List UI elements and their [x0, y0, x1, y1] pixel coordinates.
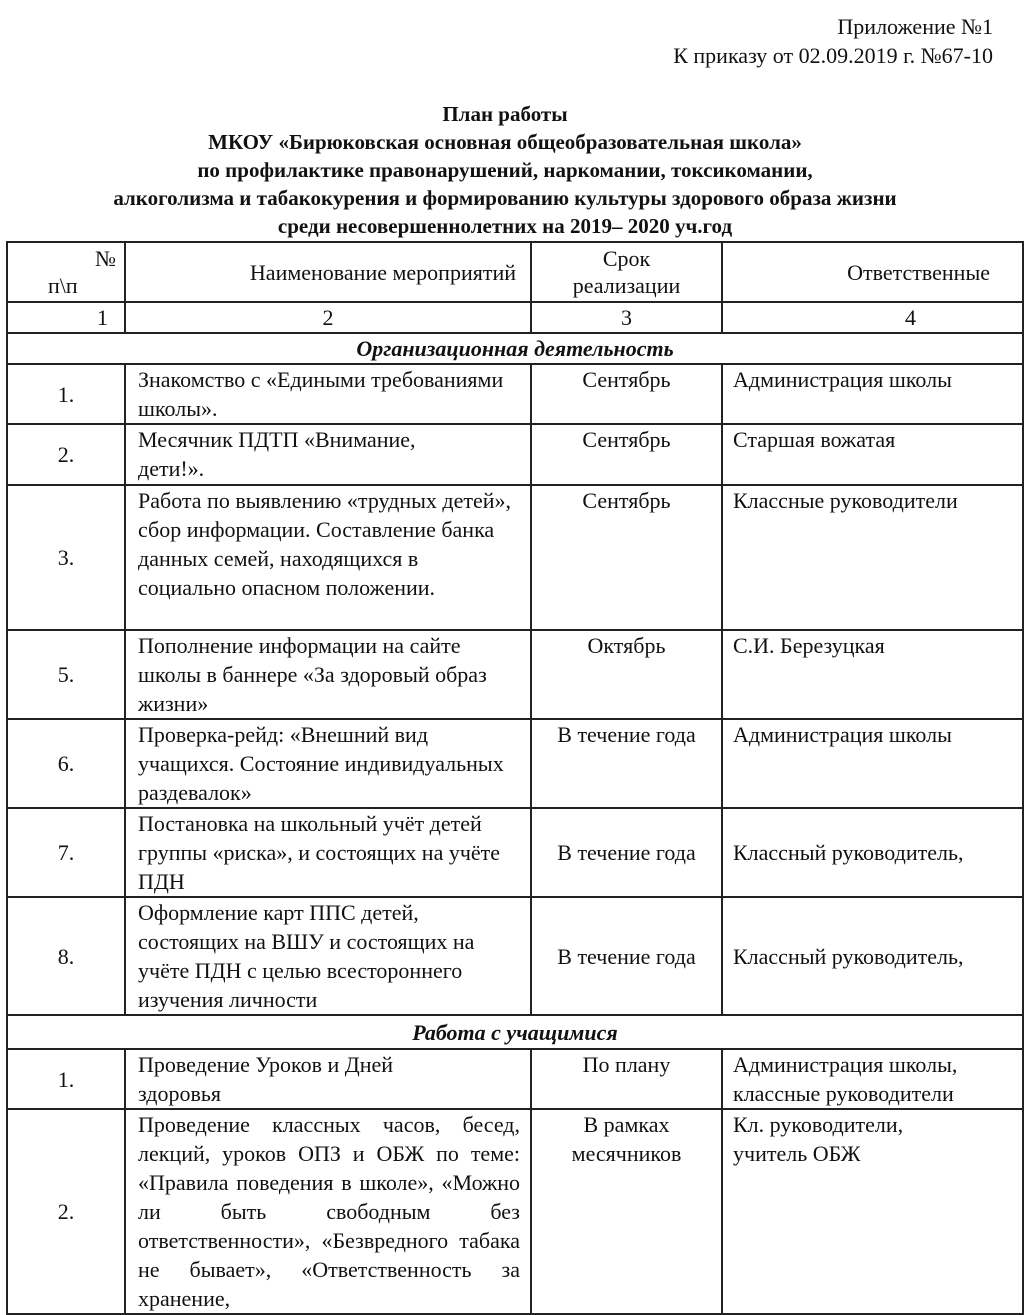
work-plan-table [6, 241, 1024, 1315]
header-activity: Наименование мероприятий [125, 242, 531, 302]
row-activity: Постановка на школьный учёт детей группы «риска», и состоящих на учёте ПДН [125, 808, 531, 897]
header-number [7, 242, 125, 302]
row-number: 2. [7, 424, 125, 485]
title-line-2: МКОУ «Бирюковская основная общеобразовательная школа» [208, 130, 802, 154]
header-term-line-1: Срок [602, 246, 651, 271]
row-number: 2. [7, 1109, 125, 1314]
column-number: 1 [7, 302, 125, 333]
header-term [531, 242, 722, 302]
order-reference: К приказу от 02.09.2019 г. №67-10 [673, 43, 993, 68]
row-term: По плану [531, 1049, 722, 1109]
header-number-symbol: № [95, 246, 116, 271]
row-number: 5. [7, 630, 125, 719]
table-row [7, 630, 1023, 719]
row-term: В рамках месячников [531, 1109, 722, 1314]
row-term: Октябрь [531, 630, 722, 719]
row-responsible: С.И. Березуцкая [722, 630, 1023, 719]
row-number: 1. [7, 1049, 125, 1109]
row-activity: Месячник ПДТП «Внимание, дети!». [125, 424, 531, 485]
section-title: Работа с учащимися [7, 1015, 1023, 1049]
table-row [7, 808, 1023, 897]
row-number: 7. [7, 808, 125, 897]
row-responsible: Администрация школы [722, 364, 1023, 424]
table-row [7, 364, 1023, 424]
column-number: 4 [722, 302, 1023, 333]
row-activity: Проведение Уроков и Дней здоровья [125, 1049, 531, 1109]
row-activity: Пополнение информации на сайте школы в баннере «За здоровый образ жизни» [125, 630, 531, 719]
row-activity: Знакомство с «Едиными требованиями школы». [125, 364, 531, 424]
row-responsible: Классный руководитель, [722, 808, 1023, 897]
row-number: 3. [7, 485, 125, 630]
title-line-5: среди несовершеннолетних на 2019– 2020 уч.год [277, 214, 733, 238]
appendix-reference [673, 12, 993, 70]
row-number: 1. [7, 364, 125, 424]
title-line-3: по профилактике правонарушений, наркомании, токсикомании, [197, 158, 813, 182]
document-title [0, 100, 1010, 240]
row-term: В течение года [531, 719, 722, 808]
table-row [7, 719, 1023, 808]
section-header-row [7, 333, 1023, 364]
section-title: Организационная деятельность [7, 333, 1023, 364]
section-header-row [7, 1015, 1023, 1049]
row-responsible: Старшая вожатая [722, 424, 1023, 485]
row-activity: Оформление карт ППС детей, состоящих на ВШУ и состоящих на учёте ПДН с целью всестороннего изучения личности [125, 897, 531, 1015]
row-responsible: Классные руководители [722, 485, 1023, 630]
table-row [7, 897, 1023, 1015]
table-header-row [7, 242, 1023, 302]
row-term: В течение года [531, 808, 722, 897]
row-responsible: Администрация школы, классные руководители [722, 1049, 1023, 1109]
column-numbers-row [7, 302, 1023, 333]
row-responsible: Кл. руководители, учитель ОБЖ [722, 1109, 1023, 1314]
row-number: 6. [7, 719, 125, 808]
title-line-4: алкоголизма и табакокурения и формированию культуры здорового образа жизни [113, 186, 897, 210]
table-row [7, 1109, 1023, 1314]
row-term: Сентябрь [531, 364, 722, 424]
header-number-abbr: п\п [48, 273, 78, 298]
row-activity: Работа по выявлению «трудных детей», сбор информации. Составление банка данных семей, находящихся в социально опасном положении. [125, 485, 531, 630]
row-activity: Проведение классных часов, бесед, лекций, уроков ОПЗ и ОБЖ по теме: «Правила поведения в школе», «Можно ли быть свободным без ответственности», «Безвредного табака не бывает», «Ответственность за хранение, [125, 1109, 531, 1314]
row-term: Сентябрь [531, 424, 722, 485]
column-number: 3 [531, 302, 722, 333]
title-line-1: План работы [442, 102, 568, 126]
row-term: Сентябрь [531, 485, 722, 630]
row-activity: Проверка-рейд: «Внешний вид учащихся. Состояние индивидуальных раздевалок» [125, 719, 531, 808]
row-responsible: Администрация школы [722, 719, 1023, 808]
table-row [7, 485, 1023, 630]
row-responsible: Классный руководитель, [722, 897, 1023, 1015]
header-responsible: Ответственные [722, 242, 1023, 302]
header-term-line-2: реализации [572, 273, 681, 298]
appendix-title: Приложение №1 [837, 14, 993, 39]
row-number: 8. [7, 897, 125, 1015]
table-row [7, 424, 1023, 485]
table-row [7, 1049, 1023, 1109]
row-term: В течение года [531, 897, 722, 1015]
column-number: 2 [125, 302, 531, 333]
